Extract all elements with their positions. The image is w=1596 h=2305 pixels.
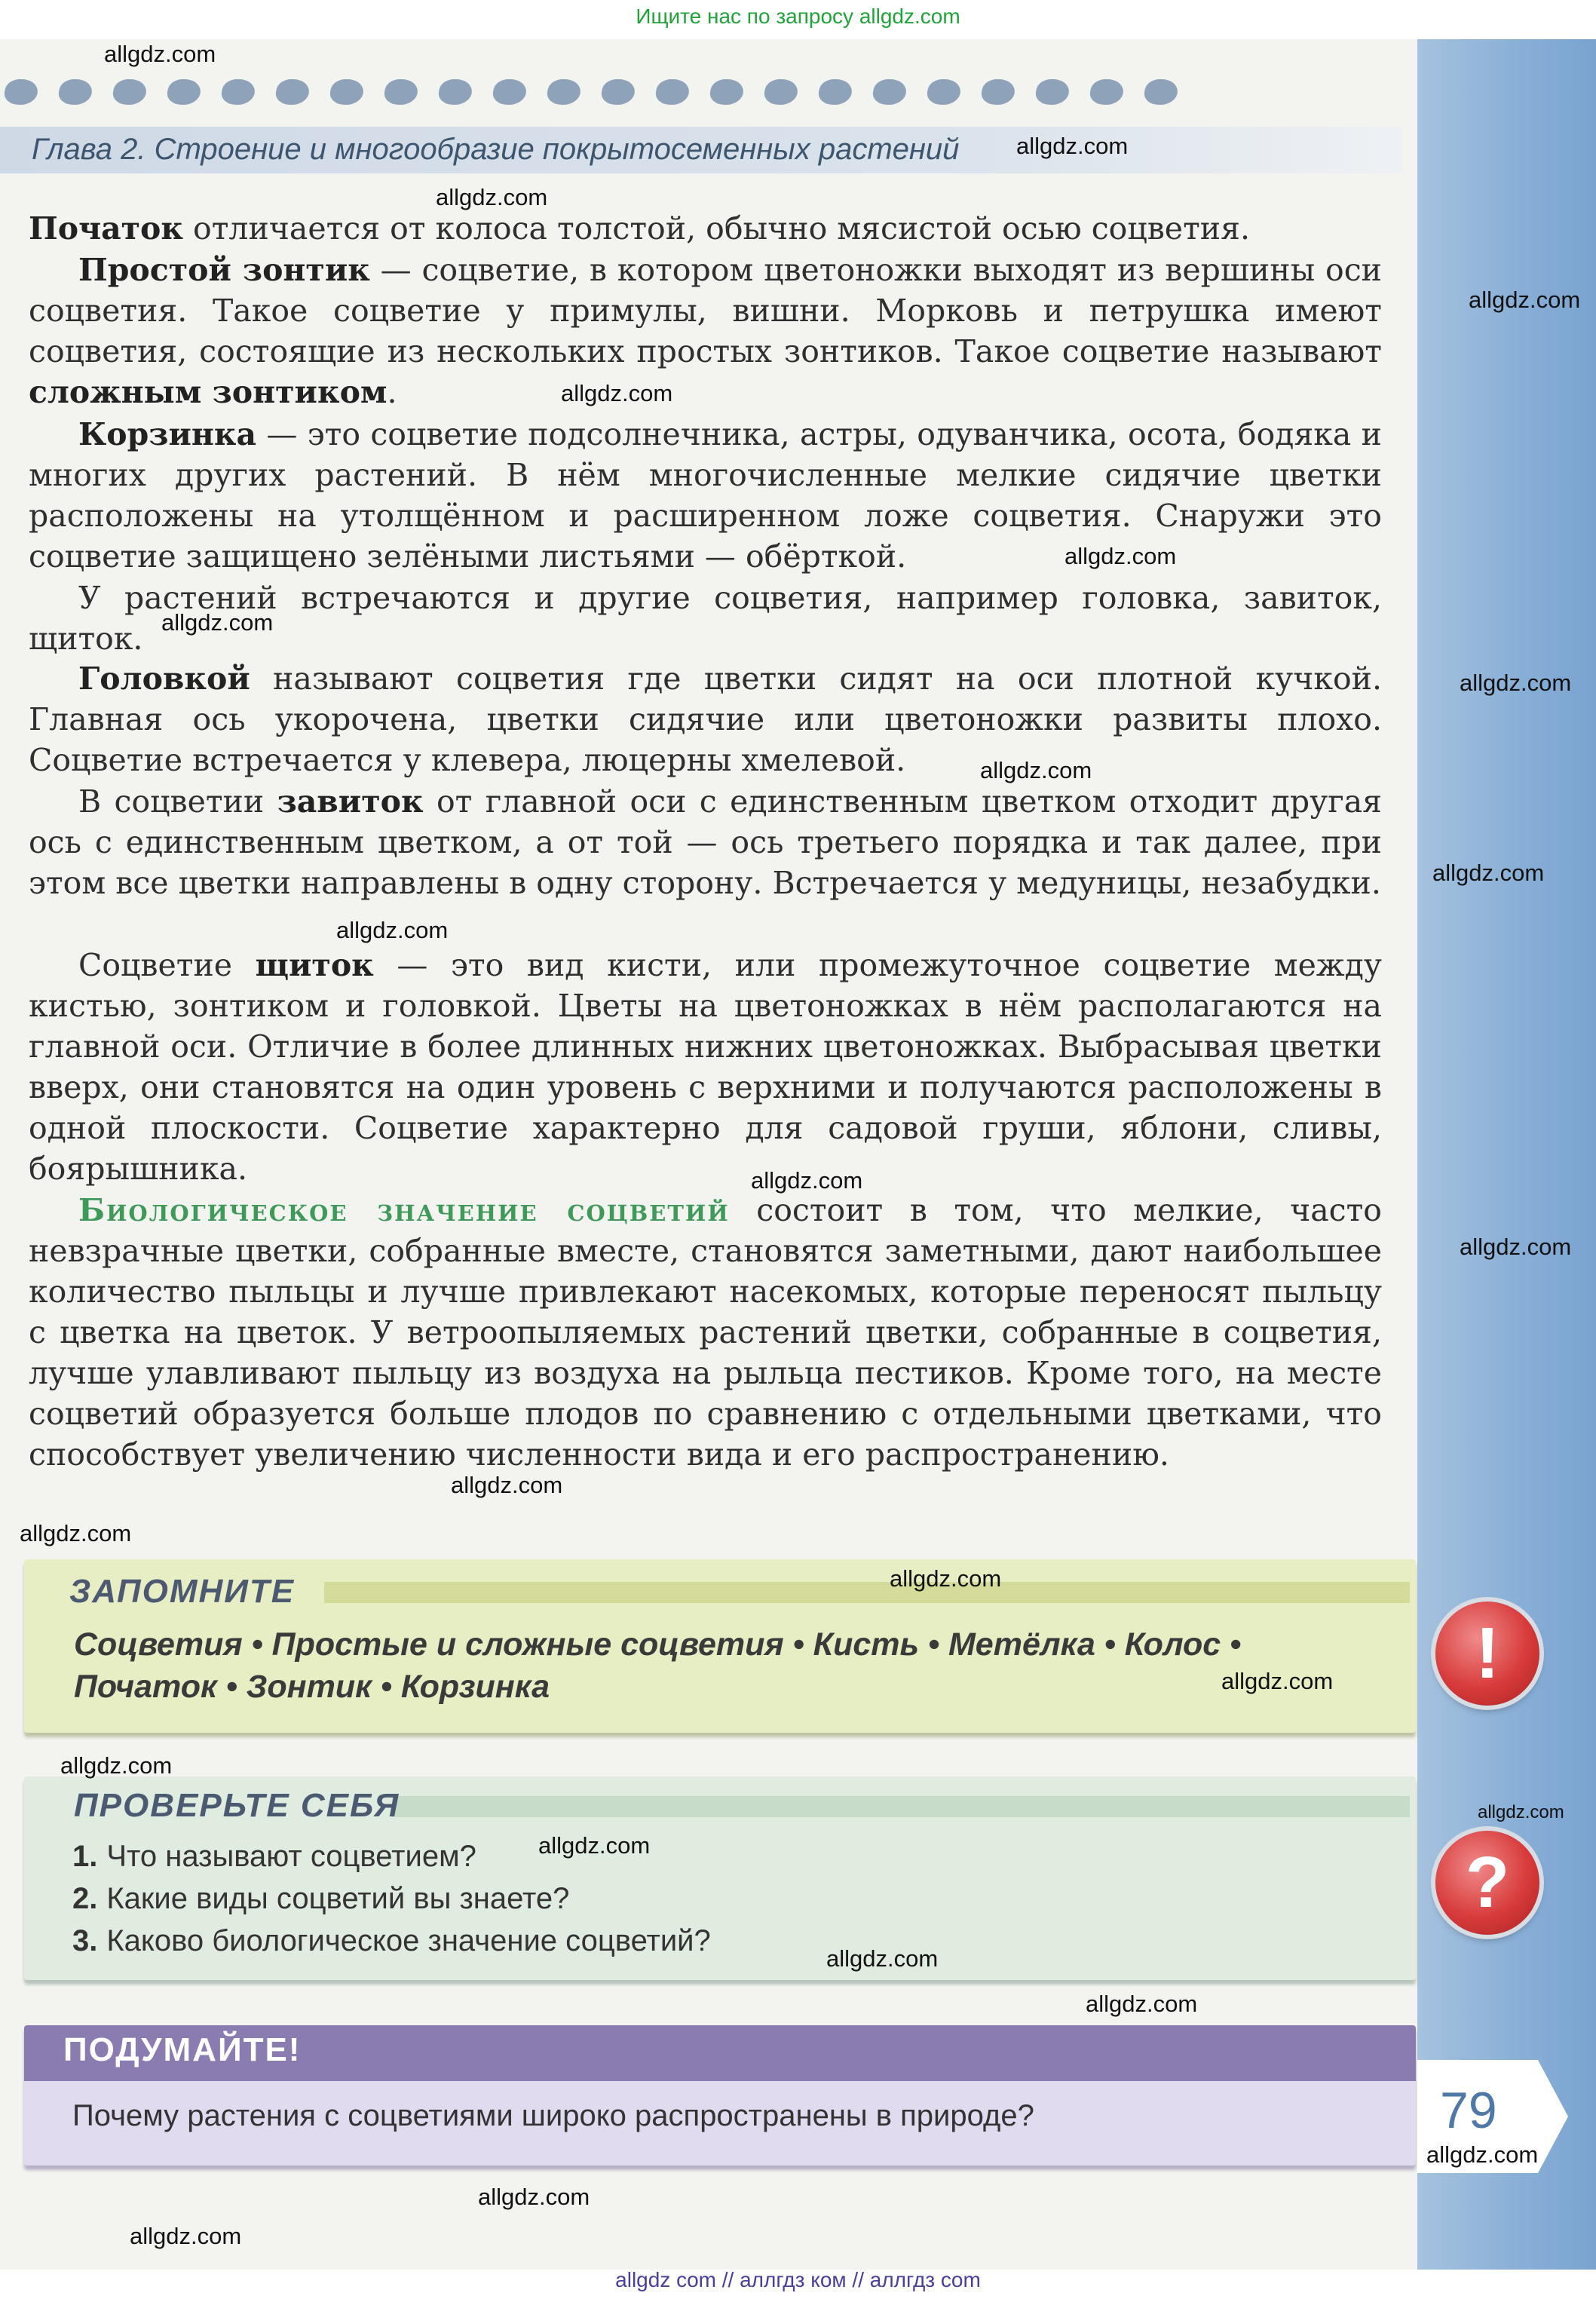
- animal-silhouette-icon: [110, 79, 149, 105]
- paragraph-text: — это вид кисти, или промежуточное соцветие между кистью, зонтиком и головкой. Цветы на цветоножках в нём располагаются на главной оси. Отличие в более длинных нижних цветоножках. Выбрасывая цветки вверх, они становятся на один уровень с верхними и получаются расположены в одной плоскости. Соцветие характерно для садовой груши, яблони, сливы, боярышника.: [29, 947, 1382, 1187]
- term-head: Головкой: [78, 661, 250, 697]
- remember-terms-line: Початок • Зонтик • Корзинка: [74, 1669, 550, 1705]
- paragraph-head: [29, 658, 1382, 780]
- term-pochatok: Початок: [29, 210, 183, 247]
- question-text: Какие виды соцветий вы знаете?: [106, 1882, 570, 1915]
- animal-silhouette-icon: [707, 79, 746, 105]
- remember-terms-line: Соцветия • Простые и сложные соцветия • Кисть • Метёлка • Колос •: [74, 1626, 1242, 1663]
- animal-silhouette-icon: [56, 79, 94, 105]
- watermark: allgdz.com: [1086, 1991, 1198, 2017]
- watermark: allgdz.com: [20, 1520, 132, 1546]
- animal-silhouette-icon: [2, 79, 40, 105]
- animal-silhouette-icon: [1141, 79, 1180, 105]
- animal-silhouette-icon: [544, 79, 583, 105]
- watermark: allgdz.com: [890, 1565, 1002, 1592]
- watermark: allgdz.com: [161, 609, 274, 636]
- watermark: allgdz.com: [451, 1472, 563, 1498]
- term-basket: Корзинка: [78, 416, 257, 452]
- paragraph-text: отличается от колоса толстой, обычно мясистой осью соцветия.: [183, 210, 1250, 247]
- term-simple-umbel: Простой зонтик: [78, 252, 370, 288]
- animal-silhouette-icon: [1033, 79, 1071, 105]
- check-rule: [392, 1796, 1410, 1817]
- paragraph-text: называют соцветия где цветки сидят на оси плотной кучкой. Главная ось укорочена, цветки сидячие или цветоножки развиты плохо. Соцветие встречается у клевера, люцерны хмелевой.: [29, 661, 1382, 778]
- question-text: Каково биологическое значение соцветий?: [106, 1924, 711, 1957]
- watermark: allgdz.com: [538, 1832, 651, 1859]
- watermark: allgdz.com: [1016, 133, 1129, 159]
- remember-terms: [74, 1623, 1401, 1708]
- animal-silhouette-icon: [924, 79, 963, 105]
- animal-silhouette-icon: [870, 79, 908, 105]
- term-corymb: щиток: [255, 947, 374, 983]
- term-cincinnus: завиток: [277, 783, 424, 820]
- think-question: Почему растения с соцветиями широко распространены в природе?: [72, 2099, 1034, 2132]
- paragraph-pre: Соцветие: [78, 947, 256, 983]
- animal-silhouette-icon: [327, 79, 366, 105]
- list-item: [72, 1920, 711, 1962]
- question-number: 3.: [72, 1924, 98, 1957]
- watermark: allgdz.com: [130, 2223, 242, 2249]
- animal-silhouette-icon: [436, 79, 474, 105]
- question-number: 1.: [72, 1840, 98, 1873]
- paragraph-simple-umbel: [29, 250, 1382, 412]
- paragraph-pochatok: [29, 208, 1382, 249]
- paragraph-text: — соцветие, в котором цветоножки выходят из вершины оси соцветия. Такое соцветие у примулы, вишни. Морковь и петрушка имеют соцветия, состоящие из нескольких простых зонтиков. Такое соцветие называют: [29, 252, 1382, 369]
- animal-silhouette-icon: [1087, 79, 1126, 105]
- watermark: allgdz.com: [436, 184, 548, 210]
- paragraph-text: — это соцветие подсолнечника, астры, одуванчика, осота, бодяка и многих других растений. В нём многочисленные мелкие сидячие цветки расположены на утолщённом и расширенном ложе соцветия. Снаружи это соцветие защищено зелёными листьями — обёрткой.: [29, 416, 1382, 575]
- animal-silhouette-icon: [490, 79, 528, 105]
- watermark: allgdz.com: [1432, 860, 1545, 886]
- animal-silhouette-icon: [816, 79, 854, 105]
- bottom-banner[interactable]: allgdz com // аллгдз ком // аллгдз com: [615, 2268, 981, 2291]
- top-banner[interactable]: Ищите нас по запросу allgdz.com: [636, 5, 960, 28]
- list-item: [72, 1877, 711, 1920]
- paragraph-biological-significance: [29, 1190, 1382, 1475]
- watermark: allgdz.com: [478, 2184, 590, 2210]
- watermark: allgdz.com: [104, 41, 216, 67]
- watermark: allgdz.com: [1460, 1234, 1572, 1260]
- animal-silhouette-icon: [381, 79, 420, 105]
- question-mark-icon: ?: [1435, 1831, 1539, 1935]
- term-biological-significance: Биологическое значение соцветий: [78, 1192, 730, 1228]
- term-compound-umbel: сложным зонтиком: [29, 374, 388, 410]
- watermark: allgdz.com: [1221, 1668, 1334, 1694]
- paragraph-text: состоит в том, что мелкие, часто невзрачные цветки, собранные вместе, становятся заметными, дают наибольшее количество пыльцы и лучше привлекают насекомых, которые переносят пыльцу с цветка на цветок. У ветроопыляемых растений цветки, собранные в соцветия, лучше улавливают пыльцу из воздуха на рыльца пестиков. Кроме того, на месте соцветий образуется больше плодов по сравнению с отдельными цветками, что способствует увеличению численности вида и его распространению.: [29, 1192, 1382, 1473]
- animal-silhouette-icon: [979, 79, 1017, 105]
- chapter-title: Глава 2. Строение и многообразие покрытосеменных растений: [32, 133, 960, 166]
- question-text: Что называют соцветием?: [106, 1840, 476, 1873]
- watermark: allgdz.com: [336, 917, 449, 943]
- paragraph-cincinnus: [29, 781, 1382, 903]
- remember-rule: [324, 1582, 1410, 1603]
- paragraph-pre: В соцветии: [78, 783, 277, 820]
- animal-silhouette-icon: [273, 79, 311, 105]
- watermark: allgdz.com: [1065, 543, 1177, 569]
- animal-frieze: [0, 69, 1331, 115]
- animal-silhouette-icon: [219, 79, 257, 105]
- paragraph-end: .: [387, 374, 397, 410]
- side-strip: [1417, 39, 1596, 2270]
- watermark: allgdz.com: [826, 1945, 939, 1972]
- watermark: allgdz.com: [1460, 670, 1572, 696]
- remember-heading: ЗАПОМНИТЕ: [69, 1573, 296, 1610]
- watermark: allgdz.com: [561, 380, 673, 406]
- exclamation-icon: !: [1435, 1602, 1539, 1706]
- paragraph-text: от главной оси с единственным цветком отходит другая ось с единственным цветком, а от той — ось третьего порядка и так далее, при этом все цветки направлены в одну сторону. Встречается у медуницы, незабудки.: [29, 783, 1382, 901]
- animal-silhouette-icon: [164, 79, 203, 105]
- paragraph-text: У растений встречаются и другие соцветия, например головка, завиток, щиток.: [29, 580, 1382, 657]
- watermark: allgdz.com: [1478, 1802, 1564, 1822]
- animal-silhouette-icon: [761, 79, 800, 105]
- watermark: allgdz.com: [1426, 2141, 1539, 2168]
- watermark: allgdz.com: [1469, 287, 1581, 313]
- question-number: 2.: [72, 1882, 98, 1915]
- paragraph-corymb: [29, 945, 1382, 1189]
- watermark: allgdz.com: [751, 1167, 863, 1194]
- watermark: allgdz.com: [980, 757, 1092, 783]
- watermark: allgdz.com: [60, 1752, 173, 1779]
- animal-silhouette-icon: [653, 79, 691, 105]
- think-heading: ПОДУМАЙТЕ!: [63, 2031, 302, 2068]
- check-yourself-heading: ПРОВЕРЬТЕ СЕБЯ: [74, 1787, 400, 1824]
- page-number: 79: [1440, 2082, 1497, 2139]
- paragraph-basket: [29, 414, 1382, 577]
- animal-silhouette-icon: [599, 79, 637, 105]
